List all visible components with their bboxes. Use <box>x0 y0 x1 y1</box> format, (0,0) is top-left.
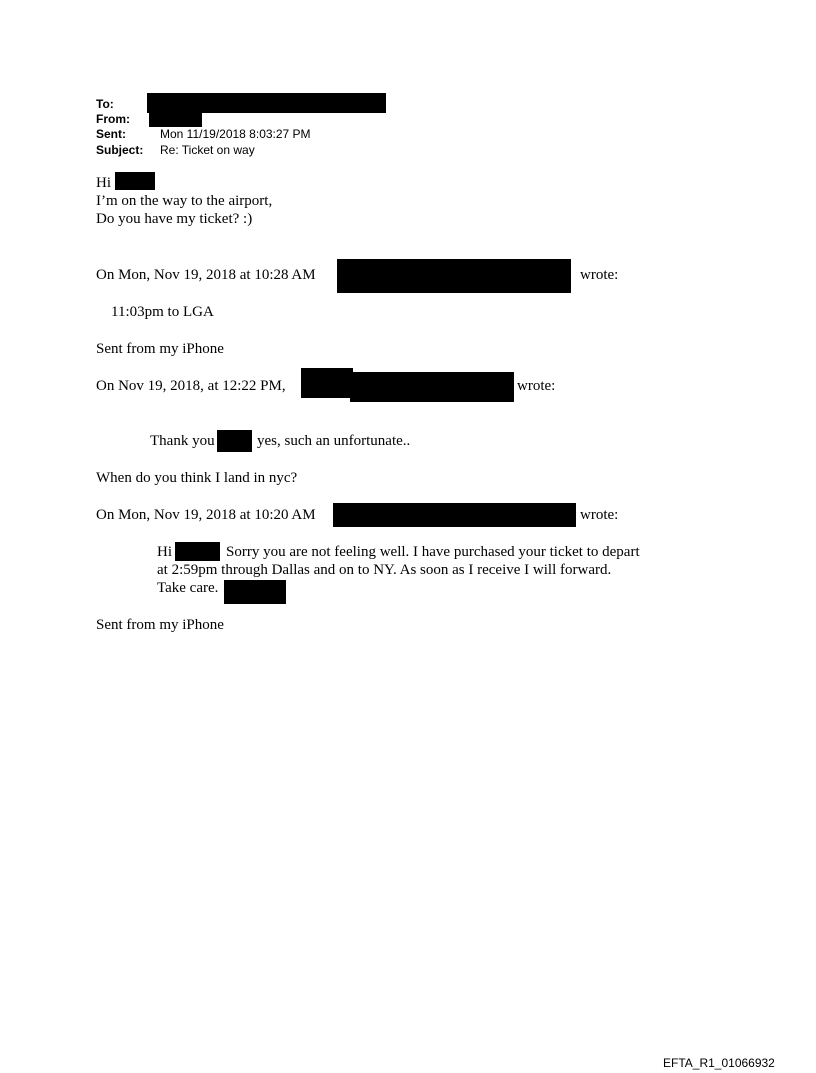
subject-value: Re: Ticket on way <box>160 143 255 157</box>
reply-line-3: Take care. <box>157 580 219 596</box>
reply-intro-wrote: wrote: <box>517 378 556 394</box>
reply-intro-wrote: wrote: <box>580 507 619 523</box>
signature: Sent from my iPhone <box>96 341 224 357</box>
sent-label: Sent: <box>96 127 126 141</box>
reply-intro-wrote: wrote: <box>580 267 619 283</box>
reply-question: When do you think I land in nyc? <box>96 470 298 486</box>
reply-line-1: Sorry you are not feeling well. I have purchased your ticket to depart <box>226 544 640 560</box>
redacted-recipient <box>147 93 386 113</box>
redacted-name <box>301 368 353 398</box>
redacted-name <box>175 542 220 561</box>
reply-intro: On Nov 19, 2018, at 12:22 PM, <box>96 378 286 394</box>
sent-value: Mon 11/19/2018 8:03:27 PM <box>160 127 311 141</box>
to-label: To: <box>96 97 114 111</box>
redacted-email-address <box>337 259 571 293</box>
reply-intro: On Mon, Nov 19, 2018 at 10:20 AM <box>96 507 316 523</box>
message-line-1: I’m on the way to the airport, <box>96 193 273 209</box>
signature: Sent from my iPhone <box>96 617 224 633</box>
redacted-email-address <box>333 503 576 527</box>
redacted-name <box>115 172 155 190</box>
document-id: EFTA_R1_01066932 <box>663 1056 775 1070</box>
reply-text-start: Thank you <box>150 433 215 449</box>
redacted-name <box>217 430 252 452</box>
reply-text-end: yes, such an unfortunate.. <box>257 433 411 449</box>
redacted-name <box>224 580 286 604</box>
message-line-2: Do you have my ticket? :) <box>96 211 253 227</box>
from-label: From: <box>96 112 130 126</box>
reply-hi: Hi <box>157 544 172 560</box>
reply-intro: On Mon, Nov 19, 2018 at 10:28 AM <box>96 267 316 283</box>
greeting: Hi <box>96 175 111 191</box>
redacted-sender <box>149 112 202 127</box>
reply-text: 11:03pm to LGA <box>111 304 214 320</box>
subject-label: Subject: <box>96 143 144 157</box>
reply-line-2: at 2:59pm through Dallas and on to NY. As soon as I receive I will forward. <box>157 562 612 578</box>
redacted-email-address <box>350 372 514 402</box>
